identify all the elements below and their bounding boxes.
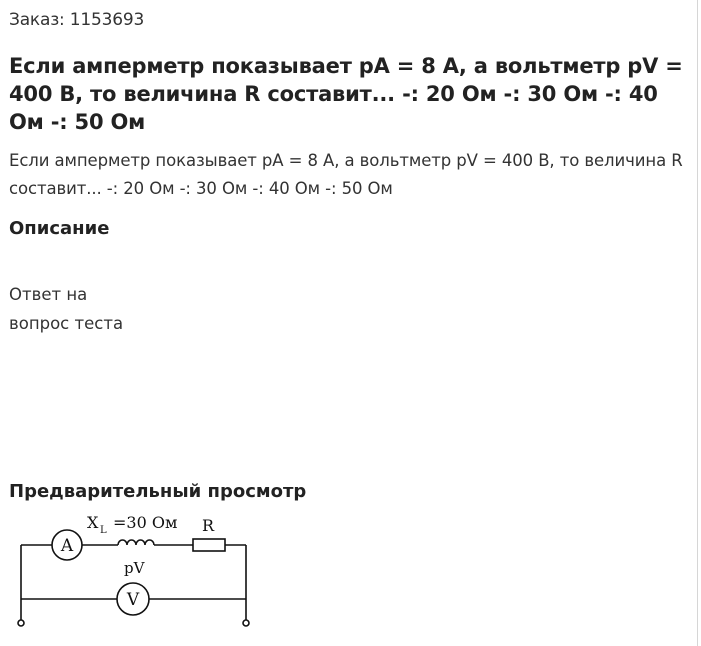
voltmeter-label: pV <box>124 559 145 577</box>
question-title: Если амперметр показывает pA = 8 А, а вольтметр pV = 400 В, то величина R составит... -: 20 Ом -: 30 Ом -: 40 Ом -: 50 Ом <box>9 54 683 134</box>
inductor-coil <box>118 540 154 545</box>
terminal-left <box>18 620 24 626</box>
preview-heading: Предварительный просмотр <box>9 481 307 502</box>
answer-line-2: вопрос теста <box>9 314 124 333</box>
order-number: Заказ: 1153693 <box>9 10 145 30</box>
answer-line-1: Ответ на <box>9 285 88 304</box>
description-heading: Описание <box>9 218 110 239</box>
answer-text <box>9 280 309 338</box>
ammeter-symbol: A <box>60 536 74 556</box>
question-text: Если амперметр показывает pA = 8 А, а вольтметр pV = 400 В, то величина R составит... -: 20 Ом -: 30 Ом -: 40 Ом -: 50 Ом <box>9 151 683 198</box>
inductor-label: X <box>87 513 99 532</box>
page-edge-divider <box>697 0 698 646</box>
inductor-value: =30 Ом <box>113 513 178 532</box>
voltmeter-symbol: V <box>126 590 140 610</box>
circuit-diagram <box>0 505 280 646</box>
resistor-label: R <box>202 516 215 535</box>
inductor-label-subscript: L <box>100 525 107 536</box>
terminal-right <box>243 620 249 626</box>
resistor <box>193 539 225 551</box>
